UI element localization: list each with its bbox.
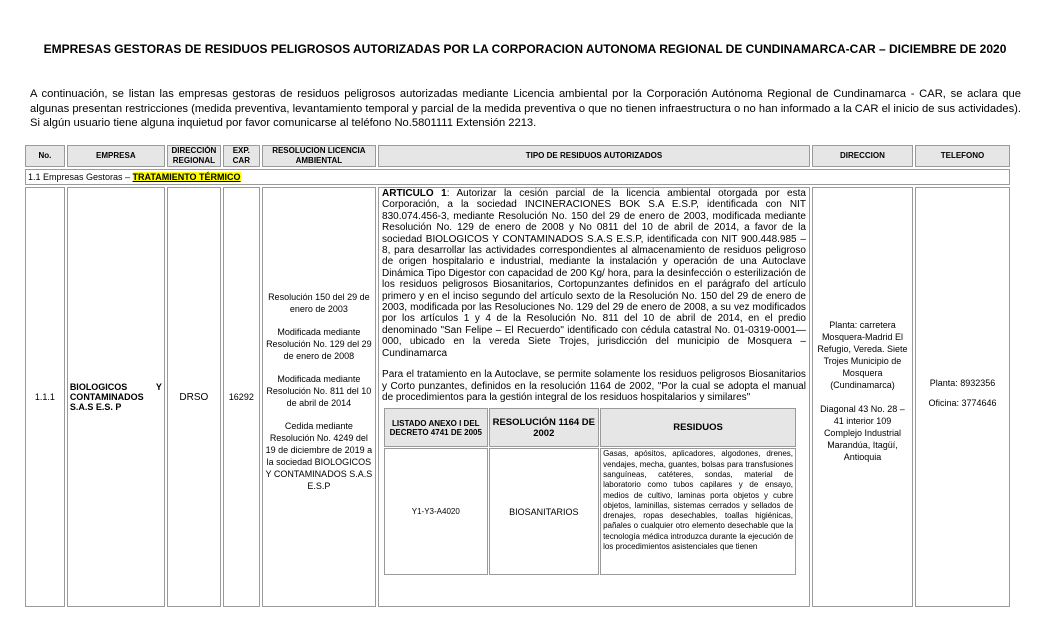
row-telefono (915, 187, 1010, 607)
residuos-header-row (384, 408, 796, 447)
header-telefono: TELEFONO (915, 145, 1010, 167)
articulo-label: ARTICULO 1 (382, 188, 447, 199)
inner-residuos: Gasas, apósitos, aplicadores, algodones, drenes, vendajes, mecha, guantes, bolsas para transfusiones sanguíneas, catéteres, sondas, material de laboratorio como tubos capilares y de ensayo, medios de cultivo, laminas porta objetos y cubre objetos, laminillas, sistemas cerrados y sellados de drenajes, ropas desechables, toallas higiénicas, pañales o cualquier otro elemento desechable que la tecnología médica introduzca durante la ejecución de los procedimientos asistenciales que tienen (600, 448, 796, 575)
row-resolucion (262, 187, 376, 607)
header-direccion: DIRECCION (812, 145, 913, 167)
section-highlight: TRATAMIENTO TÉRMICO (132, 172, 241, 182)
intro-paragraph: A continuación, se listan las empresas gestoras de residuos peligrosos autorizadas mediante Licencia ambiental por la Corporación Autónoma Regional de Cundinamarca - CAR, se aclara que algunas presentan restricciones (medida preventiva, levantamiento temporal y parcial de la medida preventiva o que no tienen infraestructura o no han informado a la CAR el inicio de sus actividades). Si algún usuario tiene alguna inquietud por favor comunicarse al teléfono No.5801111 Extensión 2213. (30, 88, 1021, 130)
inner-header-listado: LISTADO ANEXO I DEL DECRETO 4741 DE 2005 (384, 408, 488, 447)
inner-header-residuos: RESIDUOS (600, 408, 796, 447)
row-tipo-residuos (378, 187, 810, 607)
row-empresa: BIOLOGICOS Y CONTAMINADOS S.A.S E.S. P (67, 187, 165, 607)
section-title (25, 169, 1010, 185)
header-tipo: TIPO DE RESIDUOS AUTORIZADOS (378, 145, 810, 167)
section-prefix: 1.1 Empresas Gestoras – (28, 172, 133, 182)
residuos-row (384, 448, 796, 575)
residuos-table (383, 407, 797, 576)
direccion-planta: Planta: carretera Mosquera-Madrid El Refugio, Vereda. Siete Trojes Municipio de Mosquera (Cundinamarca) (817, 320, 908, 390)
table-header-row (25, 145, 1010, 167)
resolucion-line: Modificada mediante Resolución No. 129 del 29 de enero de 2008 (266, 327, 372, 361)
row-direccion-regional: DRSO (167, 187, 221, 607)
inner-tipo: BIOSANITARIOS (489, 448, 600, 575)
companies-table (23, 143, 1012, 609)
inner-codigo: Y1-Y3-A4020 (384, 448, 488, 575)
articulo-paragraph (382, 188, 806, 359)
row-no: 1.1.1 (25, 187, 65, 607)
tratamiento-paragraph: Para el tratamiento en la Autoclave, se permite solamente los residuos peligrosos Biosanitarios y Corto punzantes, definidos en la resolución 1164 de 2002, "Por la cual se adopta el manual de procedimientos para la gestión integral de los residuos hospitalarios y similares" (382, 369, 806, 403)
direccion-oficina: Diagonal 43 No. 28 – 41 interior 109 Complejo Industrial Marandúa, Itagüí, Antioquia (820, 404, 905, 462)
header-direccion-regional: DIRECCIÓN REGIONAL (167, 145, 221, 167)
telefono-planta: Planta: 8932356 (929, 378, 996, 388)
table-row (25, 187, 1010, 607)
header-empresa: EMPRESA (67, 145, 165, 167)
inner-header-resolucion: RESOLUCIÓN 1164 DE 2002 (489, 408, 600, 447)
telefono-oficina: Oficina: 3774646 (928, 398, 997, 408)
resolucion-line: Resolución 150 del 29 de enero de 2003 (268, 292, 370, 314)
row-direccion (812, 187, 913, 607)
header-exp: EXP. CAR (223, 145, 260, 167)
row-exp: 16292 (223, 187, 260, 607)
articulo-text: : Autorizar la cesión parcial de la licencia ambiental otorgada por esta Corporación, a la sociedad INCINERACIONES BOK S.A E.S.P, identificada con NIT 830.074.456-3, mediante Resolución No. 150 del 29 de enero de 2003, modificada mediante Resolución No. 129 de enero de 2008 y No 0811 del 10 de abril de 2014, a favor de la sociedad BIOLOGICOS Y CONTAMINADOS S.A.S E.S.P, identificada con NIT 900.448.985 – 8, para desarrollar las actividades correspondientes al almacenamiento de residuos peligroso de origen hospitalario e industrial, mediante la instalación y operación de una Autoclave Dinámica Tipo Digestor con capacidad de 200 Kg/ hora, para la desinfección o esterilización de los residuos peligrosos Biosanitarios, Cortopunzantes definidos en el parágrafo del artículo primero y en el inciso segundo del artículo sexto de la Resolución No. 150 del 29 de enero de 2003, modificada por las Resoluciones No. 129 del 29 de enero de 2008, a su vez modificados por los artículos 1 y 4 de la Resolución No. 811 del 10 de abril de 2014, en el predio denominado "San Felipe – El Recuerdo" identificado con cédula catastral No. 01-0319-0001—000, ubicado en la vereda Siete Trojes, jurisdicción del municipio de Mosquera – Cundinamarca (382, 188, 806, 359)
resolucion-line: Cedida mediante Resolución No. 4249 del 19 de diciembre de 2019 a la sociedad BIOLOGICOS Y CONTAMINADOS S.A.S E.S.P (265, 421, 373, 491)
section-row (25, 169, 1010, 185)
header-resolucion: RESOLUCION LICENCIA AMBIENTAL (262, 145, 376, 167)
resolucion-line: Modificada mediante Resolución No. 811 del 10 de abril de 2014 (266, 374, 372, 408)
document-title: EMPRESAS GESTORAS DE RESIDUOS PELIGROSOS AUTORIZADAS POR LA CORPORACION AUTONOMA REGIONAL DE CUNDINAMARCA-CAR – DICIEMBRE DE 2020 (43, 42, 1007, 56)
header-no: No. (25, 145, 65, 167)
